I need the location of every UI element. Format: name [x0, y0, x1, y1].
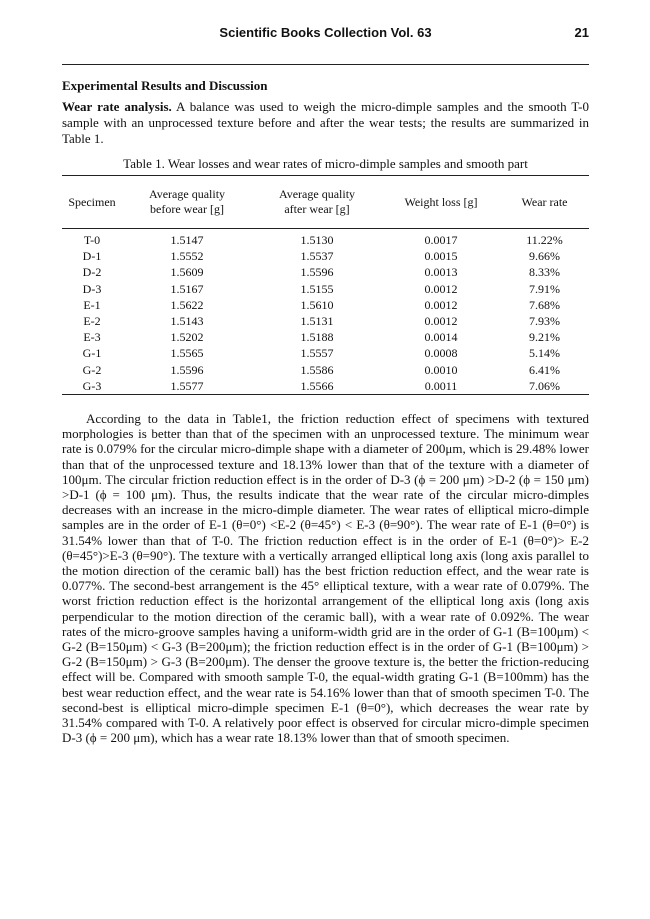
- table-cell: 1.5188: [300, 330, 334, 345]
- table-header-row: [62, 176, 589, 229]
- table-row: [62, 297, 589, 313]
- table-cell: 6.41%: [529, 362, 560, 377]
- table-cell: 0.0012: [424, 297, 458, 312]
- table-cell: G-2: [82, 362, 102, 377]
- table-cell: 1.5565: [170, 346, 204, 361]
- column-header-text: Average quality after wear [g]: [278, 187, 356, 216]
- table-cell: 1.5586: [300, 362, 334, 377]
- column-header: Weight loss [g]: [382, 176, 500, 229]
- section-heading: Experimental Results and Discussion: [62, 78, 268, 93]
- table-cell: 1.5143: [170, 314, 204, 329]
- intro-lead: Wear rate analysis.: [62, 99, 172, 114]
- table-cell: 1.5552: [170, 249, 204, 264]
- table-cell: 0.0010: [424, 362, 458, 377]
- table-cell: 0.0017: [424, 233, 458, 248]
- wear-rate-table: [62, 175, 589, 395]
- column-header: Specimen: [62, 176, 122, 229]
- table-cell: G-1: [82, 346, 102, 361]
- table-cell: 0.0015: [424, 249, 458, 264]
- table-cell: 1.5622: [170, 297, 204, 312]
- intro-text: A balance was used to weigh the micro-dimple samples and the smooth T-0 sample with an unprocessed texture before and after the wear tests; the results are summarized in Table 1.: [62, 99, 590, 146]
- table-row: [62, 313, 589, 329]
- table-cell: 8.33%: [529, 265, 560, 280]
- table-cell: D-1: [82, 249, 102, 264]
- table-cell: 1.5577: [122, 378, 252, 395]
- table-cell: 1.5566: [252, 378, 382, 395]
- table-cell: 9.21%: [529, 330, 560, 345]
- table-cell: 0.0012: [424, 281, 458, 296]
- table-cell: T-0: [83, 233, 101, 248]
- table-cell: 7.91%: [529, 281, 560, 296]
- table-cell: 0.0013: [424, 265, 458, 280]
- table-row: [62, 345, 589, 361]
- column-header-text: Average quality before wear [g]: [148, 187, 226, 216]
- column-header: Wear rate: [500, 176, 589, 229]
- table-row: [62, 378, 589, 395]
- table-cell: E-3: [83, 330, 101, 345]
- table-row: [62, 281, 589, 297]
- table-caption: Table 1. Wear losses and wear rates of micro-dimple samples and smooth part: [123, 156, 528, 171]
- table-row: [62, 362, 589, 378]
- table-cell: 7.68%: [529, 297, 560, 312]
- table-cell: 1.5131: [300, 314, 334, 329]
- table-row: [62, 329, 589, 345]
- table-cell: 0.0012: [424, 314, 458, 329]
- column-header: [252, 176, 382, 229]
- table-cell: 1.5596: [300, 265, 334, 280]
- table-cell: D-3: [82, 281, 102, 296]
- table-cell: 5.14%: [529, 346, 560, 361]
- table-row: [62, 264, 589, 280]
- table-cell: 11.22%: [526, 233, 563, 248]
- table-cell: 1.5610: [300, 297, 334, 312]
- table-cell: 7.93%: [529, 314, 560, 329]
- table-row: [62, 232, 589, 248]
- table-cell: G-3: [62, 378, 122, 395]
- header-rule: [62, 64, 589, 65]
- table-cell: 0.0008: [424, 346, 458, 361]
- table-cell: D-2: [82, 265, 102, 280]
- page-number: 21: [574, 25, 589, 40]
- discussion-paragraph: [62, 411, 589, 745]
- discussion-text: According to the data in Table1, the friction reduction effect of specimens with textured morphologies is better than that of the specimen with an unprocessed texture. The minimum wear rate is 0.079% for the circular micro-dimple shape with a diameter of 200μm, which is 29.48% lower than that of the unprocessed texture and 18.13% lower than that of the texture with a diameter of 100μm. The circular friction reduction effect is in the order of D-3 (ϕ = 200 μm) >D-2 (ϕ = 150 μm) >D-1 (ϕ = 100 μm). Thus, the results indicate that the wear rate of the circular micro-dimples decreases with an increase in the micro-dimple diameter. The wear rates of elliptical micro-dimple samples are in the order of E-1 (θ=0°) <E-2 (θ=45°) < E-3 (θ=90°). The wear rate of E-1 (θ=0°) is 31.54% lower than that of T-0. The friction reduction effect is in the order of E-1 (θ=0°)> E-2 (θ=45°)>E-3 (θ=90°). The texture with a vertically arranged elliptical long axis (long axis parallel to the motion direction of the ceramic ball) has the best friction reduction effect, and the wear rate is 0.077%. The second-best arrangement is the 45° elliptical texture, with a wear rate of 0.079%. The worst friction reduction effect is the horizontal arrangement of the elliptical long axis (long axis perpendicular to the motion direction of the ceramic ball), with a wear rate of 0.092%. The wear rates of the micro-groove samples having a uniform-width grid are in the order of G-1 (B=100μm) < G-2 (B=150μm) < G-3 (B=200μm); the friction reduction effect is in the order of G-1 (B=100μm) > G-2 (B=150μm) > G-3 (B=200μm). The denser the groove texture is, the better the friction-reducing effect will be. Compared with smooth sample T-0, the equal-width grating G-1 (B=100mm) has the best wear reduction effect, and the wear rate is 54.16% lower than that of smooth specimen T-0. The second-best is elliptical micro-dimple specimen E-1 (θ=0°), which decreases the wear rate by 31.54% compared with T-0. A relatively poor effect is observed for circular micro-dimple specimen D-3 (ϕ = 200 μm), which has a wear rate 18.13% lower than that of smooth specimen.: [62, 411, 589, 746]
- table-cell: E-2: [83, 314, 101, 329]
- table-cell: 1.5557: [300, 346, 334, 361]
- table-cell: E-1: [83, 297, 101, 312]
- table-cell: 1.5167: [170, 281, 204, 296]
- intro-paragraph: [62, 99, 589, 147]
- column-header: [122, 176, 252, 229]
- table-cell: 1.5155: [300, 281, 334, 296]
- table-cell: 1.5537: [300, 249, 334, 264]
- table-cell: 1.5147: [170, 233, 204, 248]
- table-cell: 0.0011: [382, 378, 500, 395]
- table-cell: 1.5609: [170, 265, 204, 280]
- table-cell: 1.5130: [300, 233, 334, 248]
- book-title: Scientific Books Collection Vol. 63: [219, 25, 432, 40]
- running-header: [62, 25, 589, 47]
- table-cell: 7.06%: [500, 378, 589, 395]
- table-row: [62, 248, 589, 264]
- table-cell: 0.0014: [424, 330, 458, 345]
- table-cell: 9.66%: [529, 249, 560, 264]
- table-cell: 1.5202: [170, 330, 204, 345]
- table-cell: 1.5596: [170, 362, 204, 377]
